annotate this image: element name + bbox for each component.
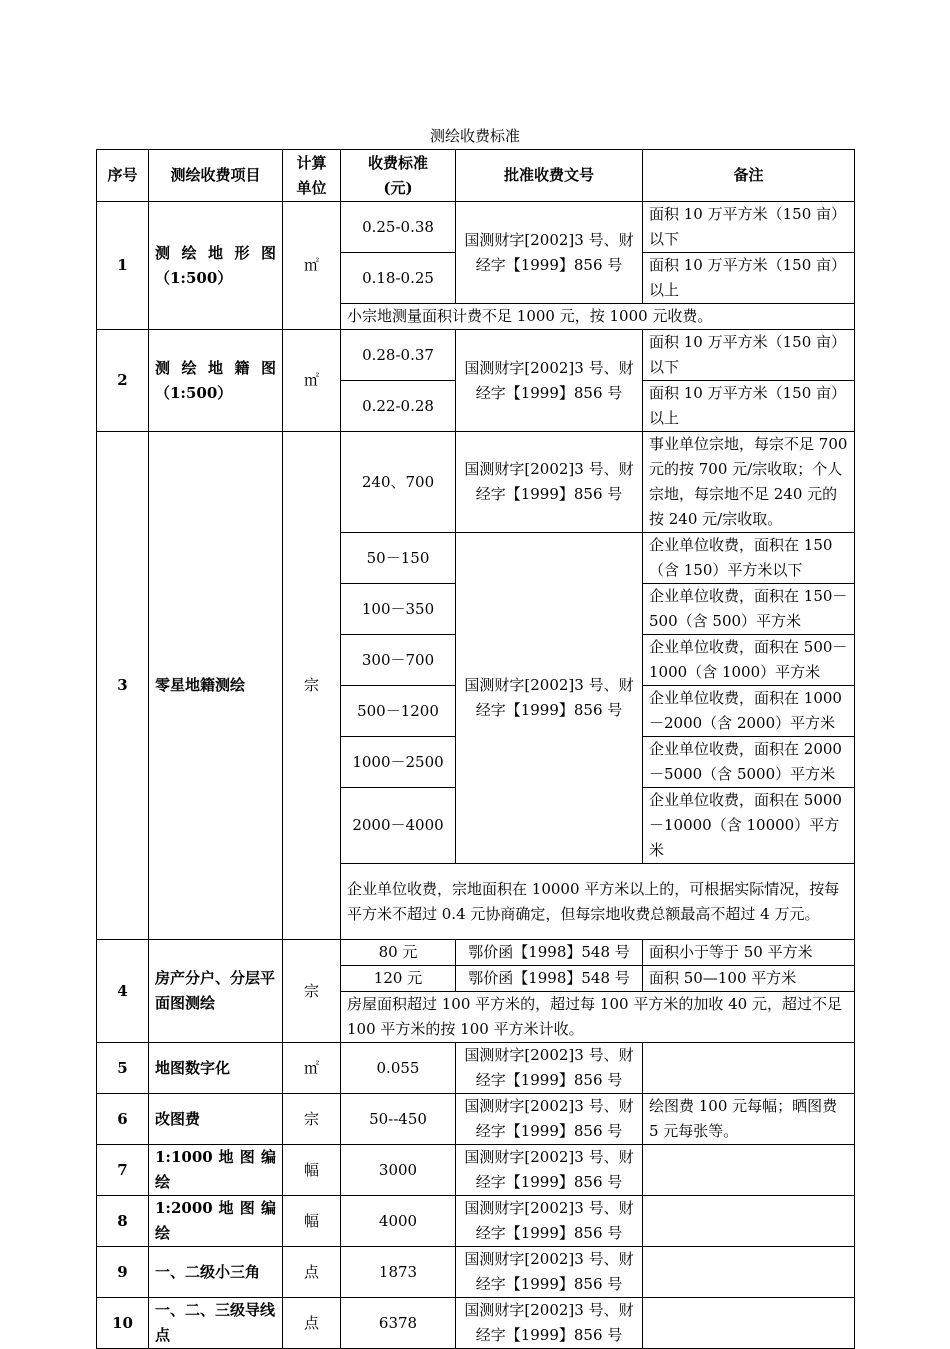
header-item: 测绘收费项目 — [149, 150, 283, 202]
row-note — [643, 1247, 855, 1298]
row-note: 面积 10 万平方米（150 亩）以上 — [643, 381, 855, 432]
row-standard: 120 元 — [341, 966, 456, 992]
table-row — [97, 1196, 855, 1247]
page-title: 测绘收费标准 — [429, 127, 520, 145]
row-doc: 国测财字[2002]3 号、财 经字【1999】856 号 — [456, 1043, 643, 1094]
table-row — [97, 1298, 855, 1349]
fee-table — [96, 149, 855, 1349]
table-row — [97, 940, 855, 966]
row-standard: 50--450 — [341, 1094, 456, 1145]
row-no: 5 — [97, 1043, 149, 1094]
row-note: 企业单位收费，面积在 1000－2000（含 2000）平方米 — [643, 686, 855, 737]
header-standard: 收费标准 (元) — [341, 150, 456, 202]
row-doc: 国测财字[2002]3 号、财 经字【1999】856 号 — [456, 1298, 643, 1349]
table-row — [97, 432, 855, 533]
row-standard: 100－350 — [341, 584, 456, 635]
row-standard: 300－700 — [341, 635, 456, 686]
table-row — [97, 1043, 855, 1094]
row-standard: 1000－2500 — [341, 737, 456, 788]
table-row — [97, 1247, 855, 1298]
row-standard: 3000 — [341, 1145, 456, 1196]
row-note — [643, 1298, 855, 1349]
row-standard: 50－150 — [341, 533, 456, 584]
row-no: 2 — [97, 330, 149, 432]
row-no: 1 — [97, 202, 149, 330]
row-standard: 2000－4000 — [341, 788, 456, 864]
row-doc: 国测财字[2002]3 号、财 经字【1999】856 号 — [456, 330, 643, 432]
row-unit: 宗 — [283, 1094, 341, 1145]
row-no: 3 — [97, 432, 149, 940]
row-standard: 1873 — [341, 1247, 456, 1298]
row-extra: 企业单位收费，宗地面积在 10000 平方米以上的，可根据实际情况，按每平方米不超过 0.4 元协商确定，但每宗地收费总额最高不超过 4 万元。 — [341, 864, 855, 940]
row-note: 企业单位收费，面积在 150（含 150）平方米以下 — [643, 533, 855, 584]
row-no: 7 — [97, 1145, 149, 1196]
table-row — [97, 202, 855, 253]
row-note: 企业单位收费，面积在 150－500（含 500）平方米 — [643, 584, 855, 635]
row-standard: 6378 — [341, 1298, 456, 1349]
row-standard: 0.18-0.25 — [341, 253, 456, 304]
header-unit: 计算 单位 — [283, 150, 341, 202]
row-item: 一、二、三级导线点 — [149, 1298, 283, 1349]
row-unit: 幅 — [283, 1196, 341, 1247]
row-doc: 国测财字[2002]3 号、财 经字【1999】856 号 — [456, 1247, 643, 1298]
table-row — [97, 330, 855, 381]
row-no: 8 — [97, 1196, 149, 1247]
row-standard: 4000 — [341, 1196, 456, 1247]
table-row — [97, 1145, 855, 1196]
row-no: 4 — [97, 940, 149, 1043]
row-standard: 240、700 — [341, 432, 456, 533]
row-unit: 宗 — [283, 432, 341, 940]
table-row — [97, 1094, 855, 1145]
row-unit: ㎡ — [283, 202, 341, 330]
row-doc: 国测财字[2002]3 号、财 经字【1999】856 号 — [456, 202, 643, 304]
row-item: 1:2000 地 图 编 绘 — [149, 1196, 283, 1247]
row-standard: 500－1200 — [341, 686, 456, 737]
row-extra: 房屋面积超过 100 平方米的，超过每 100 平方米的加收 40 元，超过不足 100 平方米的按 100 平方米计收。 — [341, 992, 855, 1043]
row-unit: ㎡ — [283, 330, 341, 432]
row-item: 地图数字化 — [149, 1043, 283, 1094]
header-note: 备注 — [643, 150, 855, 202]
row-note: 事业单位宗地，每宗不足 700 元的按 700 元/宗收取；个人宗地，每宗地不足 240 元的按 240 元/宗收取。 — [643, 432, 855, 533]
row-standard: 0.25-0.38 — [341, 202, 456, 253]
row-doc: 国测财字[2002]3 号、财 经字【1999】856 号 — [456, 432, 643, 533]
row-note: 企业单位收费，面积在 2000－5000（含 5000）平方米 — [643, 737, 855, 788]
header-row — [97, 150, 855, 202]
row-extra: 小宗地测量面积计费不足 1000 元，按 1000 元收费。 — [341, 304, 855, 330]
row-item: 测 绘 地 籍 图 （1:500） — [149, 330, 283, 432]
row-unit: 宗 — [283, 940, 341, 1043]
row-unit: 幅 — [283, 1145, 341, 1196]
row-no: 6 — [97, 1094, 149, 1145]
row-no: 9 — [97, 1247, 149, 1298]
row-item: 1:1000 地 图 编 绘 — [149, 1145, 283, 1196]
row-note — [643, 1043, 855, 1094]
row-unit: 点 — [283, 1298, 341, 1349]
row-doc: 国测财字[2002]3 号、财 经字【1999】856 号 — [456, 1145, 643, 1196]
row-item: 零星地籍测绘 — [149, 432, 283, 940]
header-no: 序号 — [97, 150, 149, 202]
row-note: 面积 10 万平方米（150 亩）以下 — [643, 202, 855, 253]
row-note: 面积 50—100 平方米 — [643, 966, 855, 992]
row-doc: 国测财字[2002]3 号、财 经字【1999】856 号 — [456, 1196, 643, 1247]
row-note: 绘图费 100 元每幅；晒图费 5 元每张等。 — [643, 1094, 855, 1145]
row-doc: 鄂价函【1998】548 号 — [456, 940, 643, 966]
row-standard: 0.22-0.28 — [341, 381, 456, 432]
row-note — [643, 1196, 855, 1247]
row-unit: ㎡ — [283, 1043, 341, 1094]
row-note: 面积 10 万平方米（150 亩）以上 — [643, 253, 855, 304]
row-standard: 80 元 — [341, 940, 456, 966]
row-note: 面积 10 万平方米（150 亩）以下 — [643, 330, 855, 381]
row-note — [643, 1145, 855, 1196]
row-item: 房产分户、分层平面图测绘 — [149, 940, 283, 1043]
row-item: 改图费 — [149, 1094, 283, 1145]
row-standard: 0.28-0.37 — [341, 330, 456, 381]
row-doc: 国测财字[2002]3 号、财 经字【1999】856 号 — [456, 533, 643, 864]
row-item: 测 绘 地 形 图 （1:500） — [149, 202, 283, 330]
row-unit: 点 — [283, 1247, 341, 1298]
row-standard: 0.055 — [341, 1043, 456, 1094]
row-no: 10 — [97, 1298, 149, 1349]
row-note: 企业单位收费，面积在 5000－10000（含 10000）平方米 — [643, 788, 855, 864]
row-note: 面积小于等于 50 平方米 — [643, 940, 855, 966]
row-item: 一、二级小三角 — [149, 1247, 283, 1298]
header-doc: 批准收费文号 — [456, 150, 643, 202]
row-note: 企业单位收费，面积在 500－1000（含 1000）平方米 — [643, 635, 855, 686]
row-doc: 国测财字[2002]3 号、财 经字【1999】856 号 — [456, 1094, 643, 1145]
row-doc: 鄂价函【1998】548 号 — [456, 966, 643, 992]
